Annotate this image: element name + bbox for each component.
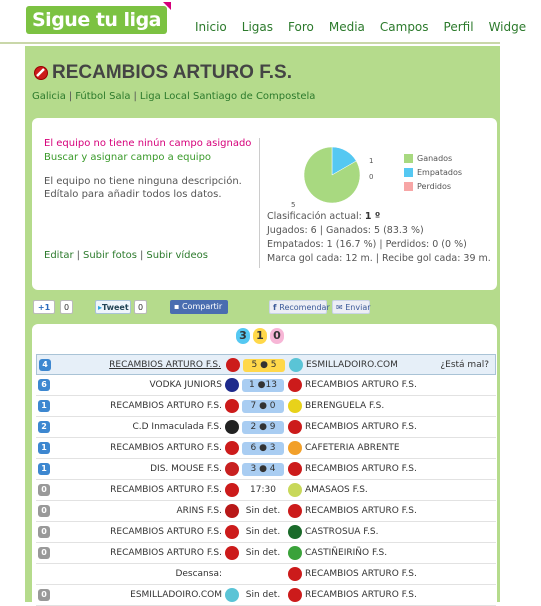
results-summary — [236, 328, 284, 344]
home-team-crest-icon — [225, 588, 239, 602]
home-team[interactable]: VODKA JUNIORS — [149, 380, 222, 390]
nav-foro[interactable]: Foro — [288, 20, 314, 34]
match-score[interactable]: 5 ● 5 — [243, 359, 285, 372]
team-name: RECAMBIOS ARTURO F.S. — [52, 62, 292, 83]
twitter-bird-icon: ▸ — [98, 303, 103, 312]
send-button[interactable]: ✉ Enviar — [332, 300, 370, 314]
home-team-crest-icon — [225, 462, 239, 476]
google-plus-count: 0 — [60, 300, 73, 314]
nav-campos[interactable]: Campos — [379, 20, 429, 34]
away-team[interactable]: BERENGUELA F.S. — [305, 401, 385, 411]
pie-value-label: 1 — [369, 157, 374, 165]
divider — [259, 138, 260, 268]
site-header — [0, 0, 527, 44]
match-score[interactable]: Sin det. — [245, 527, 281, 537]
away-team[interactable]: RECAMBIOS ARTURO F.S. — [305, 464, 417, 474]
nav-perfil[interactable]: Perfil — [443, 20, 474, 34]
match-row[interactable] — [36, 438, 496, 459]
team-title-row — [34, 62, 292, 84]
results-pie-chart — [287, 140, 377, 210]
social-share-row — [33, 300, 493, 316]
match-row[interactable] — [36, 354, 496, 375]
team-info-box — [32, 118, 497, 290]
home-team[interactable]: RECAMBIOS ARTURO F.S. — [110, 401, 222, 411]
home-team-crest-icon — [225, 399, 239, 413]
home-team-crest-icon — [226, 358, 240, 372]
nav-ligas[interactable]: Ligas — [241, 20, 274, 34]
match-score[interactable]: Sin det. — [245, 548, 281, 558]
no-field-message: El equipo no tiene ninún campo asignado — [44, 138, 252, 149]
away-team-crest-icon — [288, 483, 302, 497]
match-score[interactable]: 6 ● 3 — [242, 442, 284, 455]
away-team-crest-icon — [288, 588, 302, 602]
stats-line-3: Marca gol cada: 12 m. | Recibe gol cada: 39 m. — [267, 253, 491, 264]
upload-videos-link[interactable]: Subir vídeos — [146, 250, 208, 261]
logo-text: Sigue tu liga — [32, 9, 161, 31]
breadcrumb-sport[interactable]: Fútbol Sala — [75, 91, 131, 102]
away-team-crest-icon — [288, 378, 302, 392]
jornada-badge: 6 — [38, 379, 50, 391]
facebook-icon: f — [273, 303, 280, 312]
away-team-crest-icon — [288, 420, 302, 434]
drawn-count-badge: 1 — [253, 328, 267, 344]
legend-item-empatados: Empatados — [404, 168, 462, 177]
team-crest-icon — [34, 66, 48, 80]
team-stats — [267, 210, 491, 266]
away-team-crest-icon — [288, 441, 302, 455]
home-team-crest-icon — [225, 378, 239, 392]
away-team[interactable]: RECAMBIOS ARTURO F.S. — [305, 422, 417, 432]
home-team[interactable]: RECAMBIOS ARTURO F.S. — [110, 485, 222, 495]
jornada-badge: 1 — [38, 442, 50, 454]
nav-widgets[interactable]: Widge — [488, 20, 527, 34]
stats-clasificacion: Clasificación actual: 1 º — [267, 211, 381, 222]
home-team-crest-icon — [225, 504, 239, 518]
team-edit-links: Editar | Subir fotos | Subir vídeos — [44, 250, 208, 261]
matches-list — [36, 354, 496, 606]
match-row[interactable] — [36, 480, 496, 501]
away-team-crest-icon — [288, 462, 302, 476]
match-row[interactable] — [36, 585, 496, 606]
away-team[interactable]: RECAMBIOS ARTURO F.S. — [305, 506, 417, 516]
away-team[interactable]: CAFETERIA ABRENTE — [305, 443, 400, 453]
pie-value-label: 0 — [369, 173, 374, 181]
home-team-crest-icon — [225, 441, 239, 455]
home-team-crest-icon — [225, 483, 239, 497]
match-row[interactable] — [36, 522, 496, 543]
report-error-link[interactable]: ¿Está mal? — [440, 360, 489, 370]
match-score[interactable]: 3 ● 4 — [242, 463, 284, 476]
lost-count-badge: 0 — [270, 328, 284, 344]
match-row[interactable] — [36, 459, 496, 480]
facebook-recommend-button[interactable]: f Recomendar — [269, 300, 327, 314]
match-score[interactable]: 7 ● 0 — [242, 400, 284, 413]
match-score[interactable]: 2 ● 9 — [242, 421, 284, 434]
jornada-badge: 0 — [38, 589, 50, 601]
jornada-badge: 0 — [38, 526, 50, 538]
match-row[interactable] — [36, 396, 496, 417]
away-team-crest-icon — [288, 525, 302, 539]
away-team-crest-icon — [288, 399, 302, 413]
jornada-badge: 0 — [38, 484, 50, 496]
edit-link[interactable]: Editar — [44, 250, 74, 261]
pie-svg — [287, 140, 377, 210]
team-info-left — [44, 138, 254, 201]
breadcrumb-league[interactable]: Liga Local Santiago de Compostela — [139, 91, 316, 102]
pie-value-label: 5 — [291, 201, 296, 209]
away-team[interactable]: RECAMBIOS ARTURO F.S. — [305, 590, 417, 600]
home-team[interactable]: ARINS F.S. — [176, 506, 222, 516]
jornada-badge: 1 — [38, 463, 50, 475]
away-team-crest-icon — [288, 567, 302, 581]
home-team-crest-icon — [225, 420, 239, 434]
stats-line-2: Empatados: 1 (16.7 %) | Perdidos: 0 (0 %) — [267, 239, 467, 250]
home-team-crest-icon — [225, 525, 239, 539]
nav-media[interactable]: Media — [328, 20, 365, 34]
nav-inicio[interactable]: Inicio — [195, 20, 227, 34]
away-team[interactable]: RECAMBIOS ARTURO F.S. — [305, 569, 417, 579]
away-team[interactable]: CASTROSUA F.S. — [305, 527, 379, 537]
home-team[interactable]: ESMILLADOIRO.COM — [130, 590, 222, 600]
tweet-count: 0 — [134, 300, 147, 314]
home-team[interactable]: Descansa: — [175, 569, 222, 579]
match-row[interactable] — [36, 564, 496, 585]
match-row[interactable] — [36, 543, 496, 564]
away-team-crest-icon — [288, 504, 302, 518]
pie-legend — [404, 154, 462, 196]
upload-photos-link[interactable]: Subir fotos — [82, 250, 137, 261]
legend-item-perdidos: Perdidos — [404, 182, 462, 191]
match-score[interactable]: Sin det. — [245, 590, 281, 600]
stats-line-1: Jugados: 6 | Ganados: 5 (83.3 %) — [267, 225, 424, 236]
tweet-button[interactable]: ▸Tweet — [95, 300, 131, 314]
home-team[interactable]: RECAMBIOS ARTURO F.S. — [109, 360, 221, 370]
home-team[interactable]: DIS. MOUSE F.S. — [150, 464, 222, 474]
jornada-badge: 1 — [38, 400, 50, 412]
match-row[interactable] — [36, 375, 496, 396]
away-team-crest-icon — [288, 546, 302, 560]
jornada-badge: 0 — [38, 547, 50, 559]
home-team[interactable]: RECAMBIOS ARTURO F.S. — [110, 548, 222, 558]
breadcrumb-region[interactable]: Galicia — [32, 91, 66, 102]
share-button[interactable]: ▪ Compartir — [170, 300, 228, 314]
away-team[interactable]: CASTIÑEIRIÑO F.S. — [305, 548, 388, 558]
away-team[interactable]: AMASAOS F.S. — [305, 485, 368, 495]
google-plus-button[interactable]: +1 — [33, 300, 55, 314]
match-score[interactable]: 17:30 — [250, 485, 276, 495]
logo-corner-mark — [163, 2, 171, 10]
won-count-badge: 3 — [236, 328, 250, 344]
send-icon: ✉ — [336, 303, 346, 312]
home-team[interactable]: C.D Inmaculada F.S. — [132, 422, 222, 432]
site-logo[interactable] — [26, 6, 167, 34]
jornada-badge: 2 — [38, 421, 50, 433]
match-score[interactable]: 1 ●13 — [242, 379, 284, 392]
home-team-crest-icon — [225, 546, 239, 560]
match-score[interactable]: Sin det. — [245, 506, 281, 516]
main-nav — [195, 20, 541, 34]
away-team[interactable]: RECAMBIOS ARTURO F.S. — [305, 380, 417, 390]
home-team[interactable]: RECAMBIOS ARTURO F.S. — [110, 527, 222, 537]
away-team-crest-icon — [289, 358, 303, 372]
home-team[interactable]: RECAMBIOS ARTURO F.S. — [110, 443, 222, 453]
jornada-badge: 4 — [39, 359, 51, 371]
match-row[interactable] — [36, 501, 496, 522]
jornada-badge: 0 — [38, 505, 50, 517]
no-description-message: El equipo no tiene ninguna descripción. Edítalo para añadir todos los datos. — [44, 176, 242, 200]
away-team[interactable]: ESMILLADOIRO.COM — [306, 360, 398, 370]
match-row[interactable] — [36, 417, 496, 438]
assign-field-link[interactable]: Buscar y asignar campo a equipo — [44, 152, 212, 163]
share-icon: ▪ — [174, 302, 182, 311]
legend-item-ganados: Ganados — [404, 154, 462, 163]
breadcrumb: Galicia | Fútbol Sala | Liga Local Santiago de Compostela — [32, 91, 316, 102]
